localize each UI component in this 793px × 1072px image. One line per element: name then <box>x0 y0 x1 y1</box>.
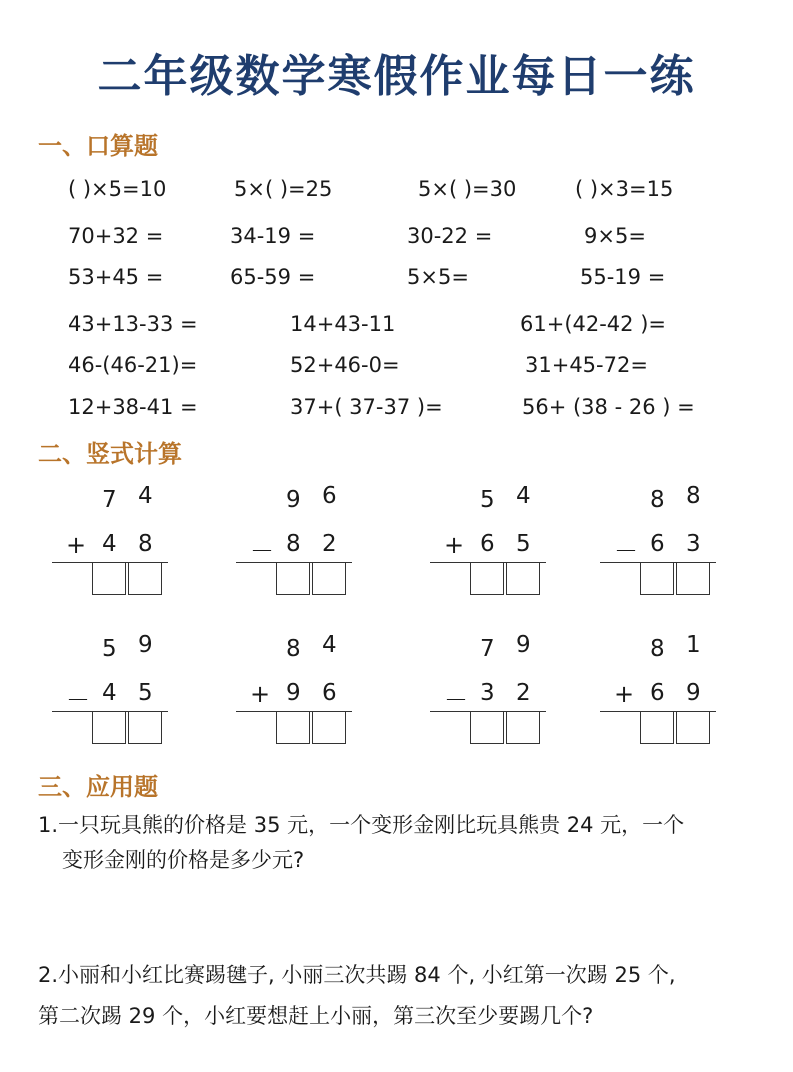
section-heading-mental-math: 一、口算题 <box>38 132 158 160</box>
mental-eq: 34-19 = <box>230 224 316 248</box>
bottom-ones-digit: 9 <box>686 680 701 706</box>
mental-eq: 65-59 = <box>230 265 316 289</box>
bottom-tens-digit: 4 <box>102 531 117 557</box>
mental-eq: ( )×5=10 <box>68 177 167 201</box>
mental-eq: 61+(42-42 )= <box>520 312 666 336</box>
vertical-calc-block <box>600 483 720 602</box>
mental-eq: 46-(46-21)= <box>68 353 198 377</box>
operator-sign: + <box>250 680 271 708</box>
top-tens-digit: 8 <box>286 636 301 662</box>
top-ones-digit: 6 <box>322 483 337 509</box>
section-heading-word-problems: 三、应用题 <box>38 773 158 801</box>
answer-box-ones[interactable] <box>312 712 346 744</box>
top-ones-digit: 4 <box>516 483 531 509</box>
answer-box-ones[interactable] <box>506 563 540 595</box>
mental-eq: 9×5= <box>584 224 646 248</box>
top-tens-digit: 7 <box>480 636 495 662</box>
mental-eq: 53+45 = <box>68 265 164 289</box>
bottom-tens-digit: 4 <box>102 680 117 706</box>
mental-eq: ( )×3=15 <box>575 177 674 201</box>
top-tens-digit: 9 <box>286 487 301 513</box>
bottom-ones-digit: 5 <box>516 531 531 557</box>
answer-box-ones[interactable] <box>312 563 346 595</box>
bottom-ones-digit: 5 <box>138 680 153 706</box>
answer-box-tens[interactable] <box>470 563 504 595</box>
answer-box-tens[interactable] <box>470 712 504 744</box>
top-tens-digit: 8 <box>650 636 665 662</box>
mental-eq: 70+32 = <box>68 224 164 248</box>
mental-eq: 52+46-0= <box>290 353 400 377</box>
mental-eq: 55-19 = <box>580 265 666 289</box>
answer-box-tens[interactable] <box>276 712 310 744</box>
word-problem-2-line-2: 第二次踢 29 个，小红要想赶上小丽，第三次至少要踢几个? <box>38 1004 594 1028</box>
vertical-calc-block <box>236 632 356 751</box>
answer-box-tens[interactable] <box>640 712 674 744</box>
bottom-ones-digit: 3 <box>686 531 701 557</box>
operator-sign: + <box>614 680 635 708</box>
vertical-calc-block <box>430 632 550 751</box>
vertical-calc-block <box>52 632 172 751</box>
top-ones-digit: 4 <box>138 483 153 509</box>
operator-sign: + <box>444 531 465 559</box>
bottom-ones-digit: 2 <box>322 531 337 557</box>
answer-box-ones[interactable] <box>128 563 162 595</box>
bottom-tens-digit: 6 <box>650 680 665 706</box>
mental-eq: 14+43-11 <box>290 312 396 336</box>
bottom-ones-digit: 8 <box>138 531 153 557</box>
answer-box-ones[interactable] <box>506 712 540 744</box>
page-title: 二年级数学寒假作业每日一练 <box>97 51 696 102</box>
top-ones-digit: 8 <box>686 483 701 509</box>
word-problem-1-line-1: 1.一只玩具熊的价格是 35 元，一个变形金刚比玩具熊贵 24 元，一个 <box>38 813 685 837</box>
vertical-calc-block <box>600 632 720 751</box>
bottom-tens-digit: 3 <box>480 680 495 706</box>
mental-eq: 56+ (38 - 26 ) = <box>522 395 695 419</box>
mental-eq: 5×5= <box>407 265 469 289</box>
bottom-ones-digit: 2 <box>516 680 531 706</box>
top-tens-digit: 7 <box>102 487 117 513</box>
operator-sign: － <box>614 537 638 565</box>
top-ones-digit: 9 <box>138 632 153 658</box>
answer-box-tens[interactable] <box>276 563 310 595</box>
word-problem-2-line-1: 2.小丽和小红比赛踢毽子, 小丽三次共踢 84 个, 小红第一次踢 25 个, <box>38 963 676 987</box>
answer-box-tens[interactable] <box>92 712 126 744</box>
top-tens-digit: 5 <box>102 636 117 662</box>
vertical-calc-block <box>236 483 356 602</box>
vertical-calc-block <box>52 483 172 602</box>
bottom-ones-digit: 6 <box>322 680 337 706</box>
top-tens-digit: 5 <box>480 487 495 513</box>
mental-eq: 37+( 37-37 )= <box>290 395 443 419</box>
answer-box-tens[interactable] <box>640 563 674 595</box>
mental-eq: 43+13-33 = <box>68 312 198 336</box>
mental-eq: 5×( )=25 <box>234 177 333 201</box>
bottom-tens-digit: 6 <box>480 531 495 557</box>
mental-eq: 31+45-72= <box>525 353 648 377</box>
operator-sign: － <box>66 686 90 714</box>
top-ones-digit: 1 <box>686 632 701 658</box>
bottom-tens-digit: 6 <box>650 531 665 557</box>
top-ones-digit: 4 <box>322 632 337 658</box>
word-problem-1-line-2: 变形金刚的价格是多少元? <box>62 848 305 872</box>
vertical-calc-block <box>430 483 550 602</box>
mental-eq: 12+38-41 = <box>68 395 198 419</box>
answer-box-tens[interactable] <box>92 563 126 595</box>
bottom-tens-digit: 8 <box>286 531 301 557</box>
top-tens-digit: 8 <box>650 487 665 513</box>
operator-sign: － <box>250 537 274 565</box>
answer-box-ones[interactable] <box>676 563 710 595</box>
answer-box-ones[interactable] <box>676 712 710 744</box>
mental-eq: 30-22 = <box>407 224 493 248</box>
section-heading-vertical-calc: 二、竖式计算 <box>38 440 182 468</box>
operator-sign: + <box>66 531 87 559</box>
top-ones-digit: 9 <box>516 632 531 658</box>
answer-box-ones[interactable] <box>128 712 162 744</box>
operator-sign: － <box>444 686 468 714</box>
mental-eq: 5×( )=30 <box>418 177 517 201</box>
bottom-tens-digit: 9 <box>286 680 301 706</box>
